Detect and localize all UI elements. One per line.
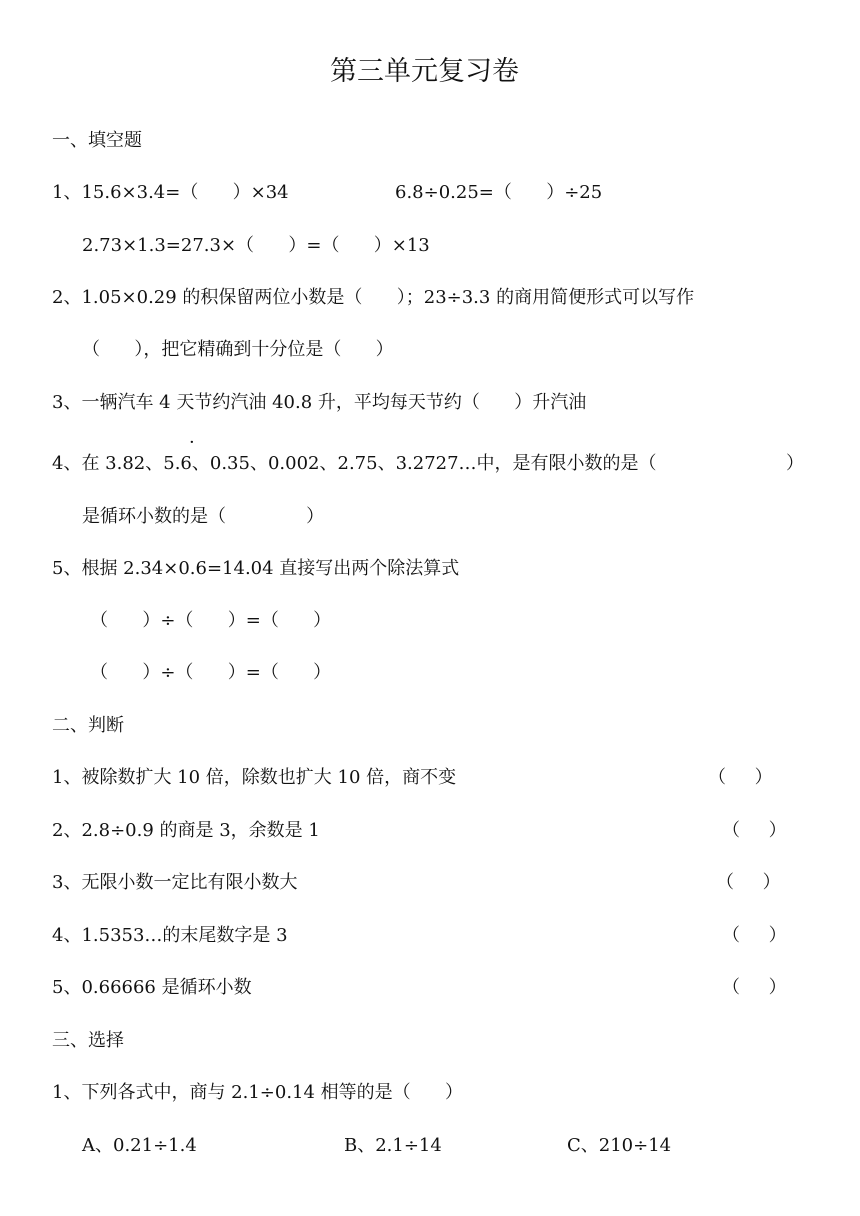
section-2-heading: 二、判断 — [52, 715, 124, 736]
repeating-dot-mark: · — [189, 432, 195, 453]
judge-answer-bracket-2: （ ） — [722, 820, 787, 841]
question-3: 3、一辆汽车 4 天节约汽油 40.8 升，平均每天节约（ ）升汽油 — [52, 392, 587, 413]
question-4b: 是循环小数的是（ ） — [82, 506, 325, 527]
question-1a: 1、15.6×3.4=（ ）×34 — [52, 182, 289, 203]
section-1-heading: 一、填空题 — [52, 130, 142, 151]
choice-option-b: B、2.1÷14 — [344, 1135, 442, 1156]
page-title: 第三单元复习卷 — [330, 56, 519, 87]
question-5-expression-a: （ ）÷（ ）=（ ） — [90, 610, 332, 631]
choice-option-a: A、0.21÷1.4 — [82, 1135, 197, 1156]
question-1c: 2.73×1.3=27.3×（ ）=（ ）×13 — [82, 235, 430, 256]
judge-item-2: 2、2.8÷0.9 的商是 3，余数是 1 — [52, 820, 320, 841]
question-5: 5、根据 2.34×0.6=14.04 直接写出两个除法算式 — [52, 558, 460, 579]
section-3-heading: 三、选择 — [52, 1030, 124, 1051]
question-2b: （ ），把它精确到十分位是（ ） — [82, 339, 394, 360]
judge-answer-bracket-3: （ ） — [716, 872, 781, 893]
judge-answer-bracket-5: （ ） — [722, 977, 787, 998]
judge-item-5: 5、0.66666 是循环小数 — [52, 977, 252, 998]
question-4a-close-bracket: ） — [786, 453, 804, 474]
choice-option-c: C、210÷14 — [567, 1135, 672, 1156]
question-5-expression-b: （ ）÷（ ）=（ ） — [90, 662, 332, 683]
judge-answer-bracket-4: （ ） — [722, 925, 787, 946]
judge-item-4: 4、1.5353…的末尾数字是 3 — [52, 925, 288, 946]
judge-answer-bracket-1: （ ） — [708, 767, 773, 788]
judge-item-1: 1、被除数扩大 10 倍，除数也扩大 10 倍，商不变 — [52, 767, 457, 788]
judge-item-3: 3、无限小数一定比有限小数大 — [52, 872, 298, 893]
question-2a: 2、1.05×0.29 的积保留两位小数是（ ）；23÷3.3 的商用简便形式可以写作 — [52, 287, 695, 308]
choice-question-1: 1、下列各式中，商与 2.1÷0.14 相等的是（ ） — [52, 1082, 464, 1103]
question-4a: 4、在 3.82、5.6、0.35、0.002、2.75、3.2727…中，是有限小数的是（ — [52, 453, 657, 474]
question-1b: 6.8÷0.25=（ ）÷25 — [395, 182, 603, 203]
